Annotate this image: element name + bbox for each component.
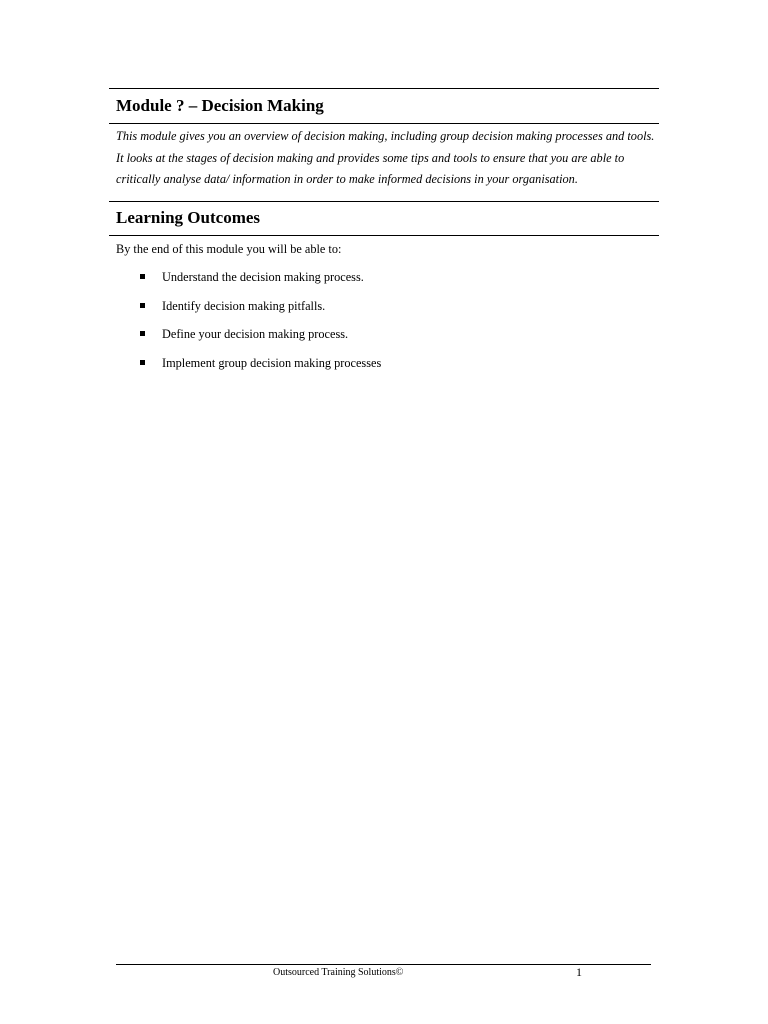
page-number: 1 xyxy=(576,965,582,979)
outcome-text: Define your decision making process. xyxy=(162,327,349,342)
module-top-rule xyxy=(109,88,659,89)
outcome-text: Understand the decision making process. xyxy=(162,270,364,284)
outcomes-top-rule xyxy=(109,201,659,202)
learning-outcomes-lead: By the end of this module you will be able to: xyxy=(116,242,342,256)
footer-text: Outsourced Training Solutions© xyxy=(273,967,404,978)
outcomes-heading-rule xyxy=(109,235,659,236)
square-bullet-icon xyxy=(140,274,145,279)
outcome-text: Implement group decision making processes xyxy=(162,356,382,371)
module-title-rule xyxy=(109,123,659,124)
learning-outcomes-heading: Learning Outcomes xyxy=(116,208,261,227)
square-bullet-icon xyxy=(140,360,145,365)
module-intro: This module gives you an overview of decision making, including group decision making processes and tools. It looks at the stages of decision making and provides some tips and tools to ensure that you are able to critically analyse data/ information in order to make informed decisions in your organisation. xyxy=(116,129,655,186)
square-bullet-icon xyxy=(140,331,145,336)
outcome-text: Identify decision making pitfalls. xyxy=(162,298,326,313)
module-title: Module ? – Decision Making xyxy=(116,96,324,115)
footer-rule xyxy=(116,964,651,965)
square-bullet-icon xyxy=(140,303,145,308)
